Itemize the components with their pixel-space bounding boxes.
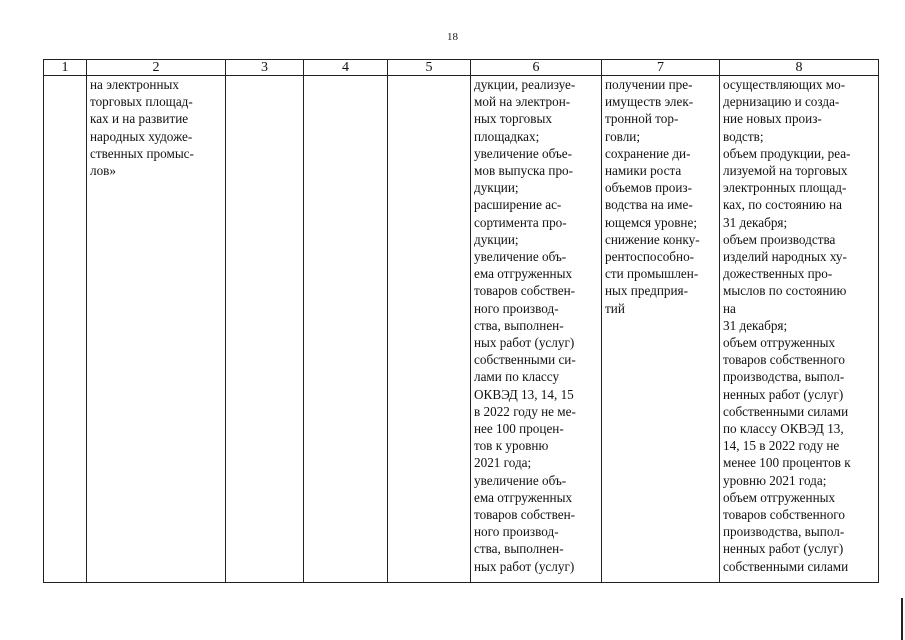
cell-text-line: тронной тор- bbox=[605, 111, 679, 127]
cell-text-line: расширение ас- bbox=[474, 197, 562, 213]
cell-col7 bbox=[602, 76, 720, 583]
cell-text-line: ных торговых bbox=[474, 111, 552, 127]
cell-text-line: ОКВЭД 13, 14, 15 bbox=[474, 386, 574, 402]
page-number: 18 bbox=[447, 31, 458, 43]
cell-text-line: мой на электрон- bbox=[474, 94, 571, 110]
column-header: 3 bbox=[226, 60, 304, 76]
cell-text-line: увеличение объ- bbox=[474, 472, 567, 488]
cell-text-line: говли; bbox=[605, 128, 641, 144]
cell-col3 bbox=[226, 76, 304, 583]
cell-text-line: 31 декабря; bbox=[723, 214, 788, 230]
cell-text-line: мов выпуска про- bbox=[474, 163, 574, 179]
cell-text-line: сохранение ди- bbox=[605, 145, 691, 161]
column-header: 5 bbox=[388, 60, 471, 76]
cell-text-line: собственными си- bbox=[474, 352, 576, 368]
cell-text-line: дернизацию и созда- bbox=[723, 94, 840, 110]
cell-text-line: тий bbox=[605, 300, 625, 316]
cell-text-line: 14, 15 в 2022 году не bbox=[723, 438, 840, 454]
cell-text-line: рентоспособно- bbox=[605, 249, 695, 265]
cell-text-line: ства, выполнен- bbox=[474, 541, 564, 557]
cell-text-line: ках, по состоянию на bbox=[723, 197, 842, 213]
cell-text-line: увеличение объ- bbox=[474, 249, 567, 265]
cell-text-line: мыслов по состоянию bbox=[723, 283, 847, 299]
cell-text-line: увеличение объе- bbox=[474, 145, 573, 161]
cell-text-line: собственными силами bbox=[723, 403, 849, 419]
cell-text-line: ема отгруженных bbox=[474, 489, 573, 505]
cell-text-line: дукции, реализуе- bbox=[474, 77, 576, 92]
cell-col2 bbox=[87, 76, 226, 583]
cell-text-line: лов» bbox=[90, 163, 116, 179]
cell-text-line: объем отгруженных bbox=[723, 335, 836, 351]
cell-text-line: производства, выпол- bbox=[723, 524, 845, 540]
column-header: 2 bbox=[87, 60, 226, 76]
edge-mark bbox=[901, 598, 903, 640]
cell-text-line: дукции; bbox=[474, 231, 519, 247]
document-table bbox=[43, 59, 879, 583]
header-row bbox=[44, 60, 879, 76]
cell-text-line: намики роста bbox=[605, 163, 682, 179]
cell-text-line: получении пре- bbox=[605, 77, 693, 92]
cell-text-line: ние новых произ- bbox=[723, 111, 822, 127]
cell-text-line: товаров собствен- bbox=[474, 507, 576, 523]
cell-text-line: ных работ (услуг) bbox=[474, 558, 575, 574]
column-header: 6 bbox=[471, 60, 602, 76]
cell-text-line: ненных работ (услуг) bbox=[723, 386, 844, 402]
cell-text-line: снижение конку- bbox=[605, 231, 700, 247]
column-header: 4 bbox=[304, 60, 388, 76]
cell-text-line: сортимента про- bbox=[474, 214, 567, 230]
cell-text-line: в 2022 году не ме- bbox=[474, 403, 576, 419]
cell-text-line: ных предприя- bbox=[605, 283, 689, 299]
column-header: 8 bbox=[720, 60, 879, 76]
cell-text-line: тов к уровню bbox=[474, 438, 549, 454]
cell-text-line: площадках; bbox=[474, 128, 540, 144]
cell-text-line: товаров собственного bbox=[723, 507, 845, 523]
cell-text-line: имуществ элек- bbox=[605, 94, 694, 110]
cell-text-line: объем производства bbox=[723, 231, 836, 247]
column-header: 1 bbox=[44, 60, 87, 76]
cell-text-line: водств; bbox=[723, 128, 764, 144]
cell-text-line: ема отгруженных bbox=[474, 266, 573, 282]
cell-text-line: лами по классу bbox=[474, 369, 560, 385]
cell-col5 bbox=[388, 76, 471, 583]
cell-text-line: дукции; bbox=[474, 180, 519, 196]
cell-text-line: уровню 2021 года; bbox=[723, 472, 827, 488]
cell-text-line: ках и на развитие bbox=[90, 111, 189, 127]
cell-text-line: изделий народных ху- bbox=[723, 249, 847, 265]
cell-text-line: осуществляющих мо- bbox=[723, 77, 846, 92]
cell-text-line: нее 100 процен- bbox=[474, 421, 564, 437]
cell-text-line: ства, выполнен- bbox=[474, 317, 564, 333]
cell-text-line: товаров собственного bbox=[723, 352, 845, 368]
cell-text-line: водства на име- bbox=[605, 197, 693, 213]
cell-text-line: дожественных про- bbox=[723, 266, 833, 282]
cell-text-line: ного производ- bbox=[474, 300, 559, 316]
cell-col4 bbox=[304, 76, 388, 583]
cell-text-line: менее 100 процентов к bbox=[723, 455, 851, 471]
cell-text-line: сти промышлен- bbox=[605, 266, 699, 282]
cell-text-line: объем отгруженных bbox=[723, 489, 836, 505]
column-header: 7 bbox=[602, 60, 720, 76]
cell-text-line: ных работ (услуг) bbox=[474, 335, 575, 351]
cell-text-line: объемов произ- bbox=[605, 180, 693, 196]
cell-col1 bbox=[44, 76, 87, 583]
cell-text-line: лизуемой на торговых bbox=[723, 163, 848, 179]
cell-text-line: производства, выпол- bbox=[723, 369, 845, 385]
cell-text-line: собственными силами bbox=[723, 558, 849, 574]
cell-text-line: 31 декабря; bbox=[723, 317, 788, 333]
cell-text-line: ненных работ (услуг) bbox=[723, 541, 844, 557]
cell-text-line: торговых площад- bbox=[90, 94, 193, 110]
cell-text-line: по классу ОКВЭД 13, bbox=[723, 421, 844, 437]
cell-text-line: народных художе- bbox=[90, 128, 193, 144]
cell-text-line: электронных площад- bbox=[723, 180, 847, 196]
cell-text-line: объем продукции, реа- bbox=[723, 145, 851, 161]
cell-text-line: товаров собствен- bbox=[474, 283, 576, 299]
cell-text-line: 2021 года; bbox=[474, 455, 532, 471]
table-row bbox=[44, 76, 879, 583]
cell-text-line: ственных промыс- bbox=[90, 145, 194, 161]
cell-text-line: ного производ- bbox=[474, 524, 559, 540]
cell-text-line: ющемся уровне; bbox=[605, 214, 698, 230]
cell-text-line: на электронных bbox=[90, 77, 179, 92]
cell-col6 bbox=[471, 76, 602, 583]
cell-text-line: на bbox=[723, 300, 736, 316]
cell-col8 bbox=[720, 76, 879, 583]
